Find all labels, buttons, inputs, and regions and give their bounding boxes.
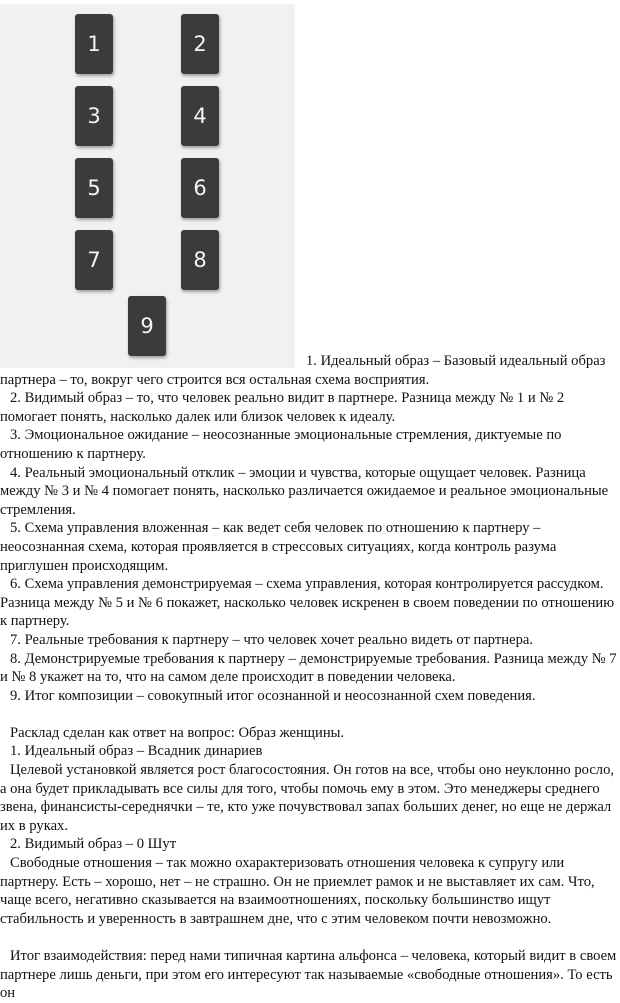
tarot-card-5: 5 <box>75 158 113 218</box>
paragraph: партнера – то, вокруг чего строится вся остальная схема восприятия. <box>0 371 430 388</box>
tarot-card-7: 7 <box>75 230 113 290</box>
tarot-card-1: 1 <box>75 14 113 74</box>
tarot-card-2: 2 <box>181 14 219 74</box>
paragraph: Расклад сделан как ответ на вопрос: Образ женщины. <box>10 724 345 741</box>
paragraph: Свободные отношения – так можно охарактеризовать отношения человека к супругу или партнеру. Есть – хорошо, нет – не страшно. Он не приемлет рамок и не выставляет их сам. Что, чаще всего, негативно сказывается на взаимоотношениях, поскольку большинство ищут стабильность и уверенность в завтрашнем дне, что с этим человеком почти невозможно. <box>0 855 595 927</box>
paragraph: 4. Реальный эмоциональный отклик – эмоции и чувства, которые ощущает человек. Разница между № 3 и № 4 помогает понять, насколько различается ожидаемое и реальное эмоциональные стремления. <box>0 464 609 518</box>
paragraph: 5. Схема управления вложенная – как ведет себя человек по отношению к партнеру – неосознанная схема, которая проявляется в стрессовых ситуациях, когда контроль разума приглушен происходящим. <box>0 520 557 574</box>
tarot-card-9: 9 <box>128 296 166 356</box>
tarot-card-6: 6 <box>181 158 219 218</box>
paragraph: Итог взаимодействия: перед нами типичная картина альфонса – человека, который видит в своем партнере лишь деньги, при этом его интересуют так называемые «свободные отношения». То есть он <box>0 948 617 1002</box>
paragraph: 2. Видимый образ – 0 Шут <box>10 836 177 853</box>
tarot-card-4: 4 <box>181 86 219 146</box>
caption-line: 1. Идеальный образ – Базовый идеальный образ <box>306 353 606 369</box>
document-body <box>0 352 618 1003</box>
tarot-card-8: 8 <box>181 230 219 290</box>
paragraph: 9. Итог композиции – совокупный итог осознанной и неосознанной схем поведения. <box>10 687 536 704</box>
tarot-card-3: 3 <box>75 86 113 146</box>
tarot-spread-image <box>0 4 295 368</box>
paragraph: 6. Схема управления демонстрируемая – схема управления, которая контролируется рассудком. Разница между № 5 и № 6 покажет, насколько человек искренен в своем поведении по отношению к партнеру. <box>0 576 615 630</box>
paragraph: 7. Реальные требования к партнеру – что человек хочет реально видеть от партнера. <box>10 631 533 648</box>
paragraph: 8. Демонстрируемые требования к партнеру – демонстрируемые требования. Разница между № 7 и № 8 укажет на то, что на самом деле происходит в поведении человека. <box>0 650 617 686</box>
paragraph: 1. Идеальный образ – Всадник динариев <box>10 743 263 760</box>
paragraph <box>0 352 618 371</box>
paragraph: 2. Видимый образ – то, что человек реально видит в партнере. Разница между № 1 и № 2 помогает понять, насколько далек или близок человек к идеалу. <box>0 390 565 425</box>
paragraph: 3. Эмоциональное ожидание – неосознанные эмоциональные стремления, диктуемые по отношению к партнеру. <box>0 427 562 462</box>
paragraph: Целевой установкой является рост благосостояния. Он готов на все, чтобы оно неуклонно росло, а она будет прикладывать все силы для того, чтобы помочь ему в этом. Это менеджеры среднего звена, финансисты-середнячки – те, кто уже почувствовал запах больших денег, но еще не держал их в руках. <box>0 762 615 834</box>
